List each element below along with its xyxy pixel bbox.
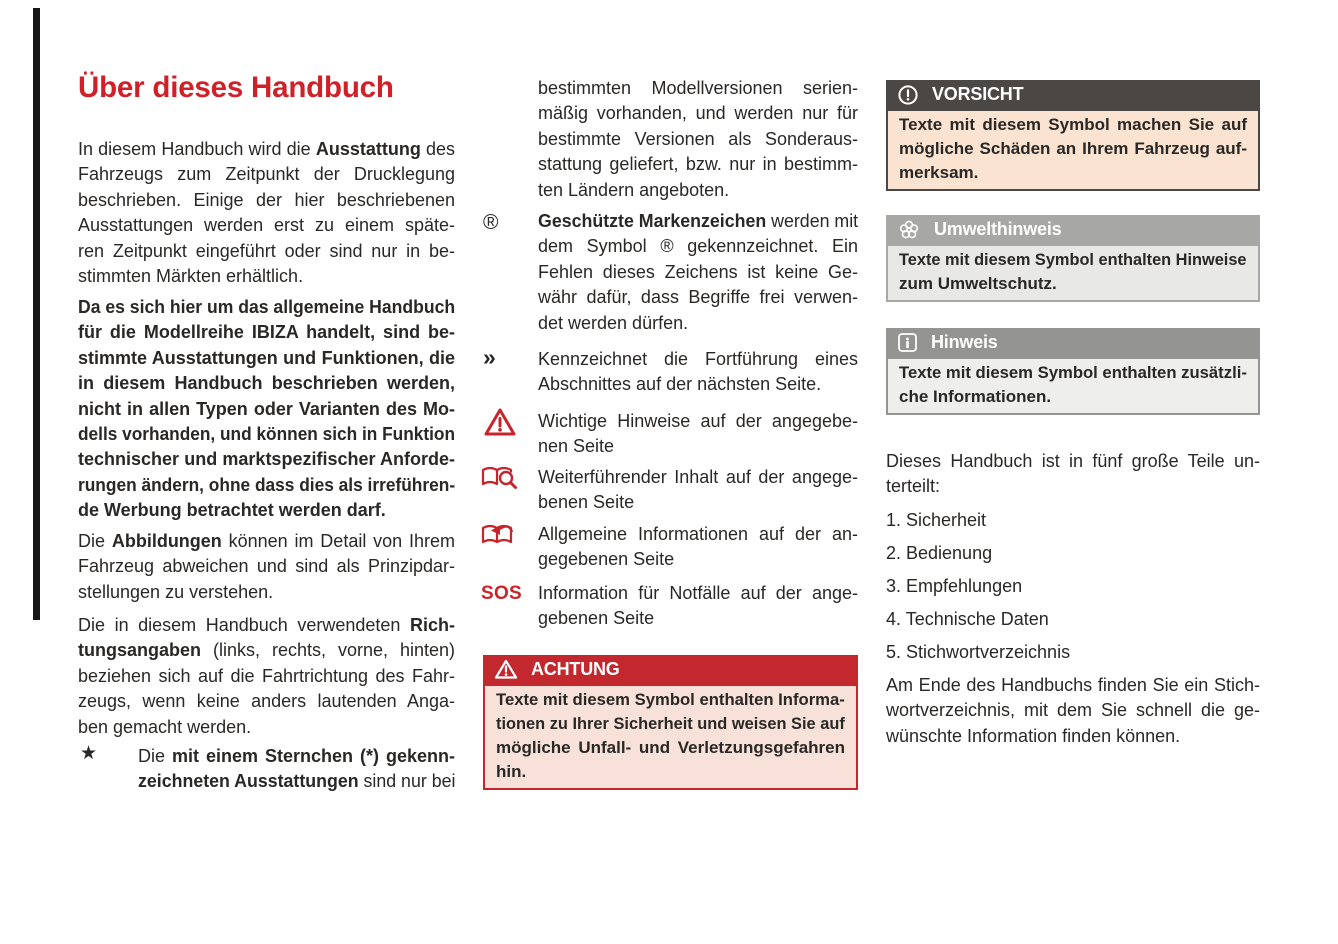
attention-triangle-icon	[494, 659, 518, 680]
note-box	[886, 328, 1260, 415]
star-icon: ★	[80, 743, 98, 764]
book-magnifier-icon	[481, 464, 518, 491]
toc-item-index: 5. Stichwortverzeichnis	[886, 642, 1071, 662]
index-outro: Am Ende des Handbuchs finden Sie ein Stich- wortverzeichnis, mit dem Sie schnell die ge- wünschte Information finden können.	[886, 675, 1260, 746]
caution-box-title: VORSICHT	[932, 84, 1024, 104]
sos-icon: SOS	[481, 583, 523, 604]
caution-box	[886, 80, 1260, 191]
toc-intro: Dieses Handbuch ist in fünf große Teile un- terteilt:	[886, 451, 1260, 497]
warning-triangle-icon	[483, 407, 517, 437]
page-title: Über dieses Handbuch	[78, 71, 394, 104]
continuation-arrows-icon: »	[483, 344, 495, 370]
toc-item-recommendations: 3. Empfehlungen	[886, 576, 1023, 596]
info-icon	[897, 332, 918, 353]
trademark-item-text: Geschützte Markenzeichen werden mit dem Symbol ® gekennzeichnet. Ein Fehlen dieses Zeichens ist keine Ge- währ dafür, dass Begriffe frei verwen- det werden dürfen.	[538, 211, 859, 333]
registered-trademark-icon: ®	[483, 211, 499, 234]
paragraph-illustrations: Die Abbildungen können im Detail von Ihrem Fahrzeug abweichen und sind als Prinzipdar- stellungen zu verstehen.	[78, 531, 455, 602]
toc-item-technical-data: 4. Technische Daten	[886, 609, 1049, 629]
caution-box-header	[886, 80, 1260, 109]
attention-box-header	[483, 655, 858, 684]
note-box-header	[886, 328, 1260, 357]
emergency-item-text: Information für Notfälle auf der ange- gebenen Seite	[538, 583, 858, 629]
caution-circle-icon	[897, 84, 919, 106]
note-box-title: Hinweis	[931, 332, 998, 352]
star-item-text: Die mit einem Sternchen (*) gekenn- zeichneten Ausstattungen sind nur bei	[138, 746, 456, 792]
environment-box-title: Umwelthinweis	[934, 219, 1062, 239]
toc-item-operation: 2. Bedienung	[886, 543, 993, 563]
caution-box-text: Texte mit diesem Symbol machen Sie auf mögliche Schäden an Ihrem Fahrzeug auf- merksam.	[886, 109, 1260, 191]
environment-flower-icon	[897, 218, 921, 242]
important-notes-item-text: Wichtige Hinweise auf der angegebe- nen Seite	[538, 411, 858, 457]
further-content-item-text: Weiterführender Inhalt auf der angege- benen Seite	[538, 467, 858, 513]
continuation-paragraph: bestimmten Modellversionen serien- mäßig vorhanden, und werden nur für bestimmte Versionen als Sonderaus- stattung geliefert, bzw. nur in bestimm- ten Ländern angeboten.	[538, 78, 858, 200]
environment-box-text: Texte mit diesem Symbol enthalten Hinweise zum Umweltschutz.	[886, 244, 1260, 302]
paragraph-general-manual: Da es sich hier um das allgemeine Handbuch für die Modellreihe IBIZA handelt, sind be- stimmte Ausstattungen und Funktionen, die in diesem Handbuch beschrieben werden, nicht in allen Typen oder Varianten des Mo- dells vorhanden, und können sich in Funktion technischer und marktspezifischer Anforde- rungen ändern, ohne dass dies als irreführen- de Werbung betrachtet werden darf.	[78, 297, 456, 521]
toc-item-safety: 1. Sicherheit	[886, 510, 987, 530]
environment-box-header	[886, 215, 1260, 244]
toc-list	[886, 508, 1260, 673]
attention-box-title: ACHTUNG	[531, 659, 620, 679]
attention-box-text: Texte mit diesem Symbol enthalten Informa- tionen zu Ihrer Sicherheit und weisen Sie auf mögliche Unfall- und Verletzungsgefahren hin.	[483, 684, 858, 790]
note-box-text: Texte mit diesem Symbol enthalten zusätzli- che Informationen.	[886, 357, 1260, 415]
general-info-item-text: Allgemeine Informationen auf der an- gegebenen Seite	[538, 524, 858, 570]
paragraph-equipment: In diesem Handbuch wird die Ausstattung des Fahrzeugs zum Zeitpunkt der Drucklegung beschrieben. Einige der hier beschriebenen Ausstattungen werden erst zu einem späte- ren Zeitpunkt eingeführt oder sind nur in be- stimmten Märkten erhältlich.	[78, 139, 455, 287]
attention-box	[483, 655, 858, 790]
continuation-item-text: Kennzeichnet die Fortführung eines Abschnittes auf der nächsten Seite.	[538, 349, 858, 395]
page-edge-mark	[33, 8, 40, 620]
environment-box	[886, 215, 1260, 302]
book-arrow-icon	[481, 521, 518, 548]
paragraph-directions: Die in diesem Handbuch verwendeten Rich- tungsangaben (links, rechts, vorne, hinten) beziehen sich auf die Fahrtrichtung des Fahr- zeugs, wenn keine anders lautenden Anga- ben gemacht werden.	[78, 615, 455, 737]
